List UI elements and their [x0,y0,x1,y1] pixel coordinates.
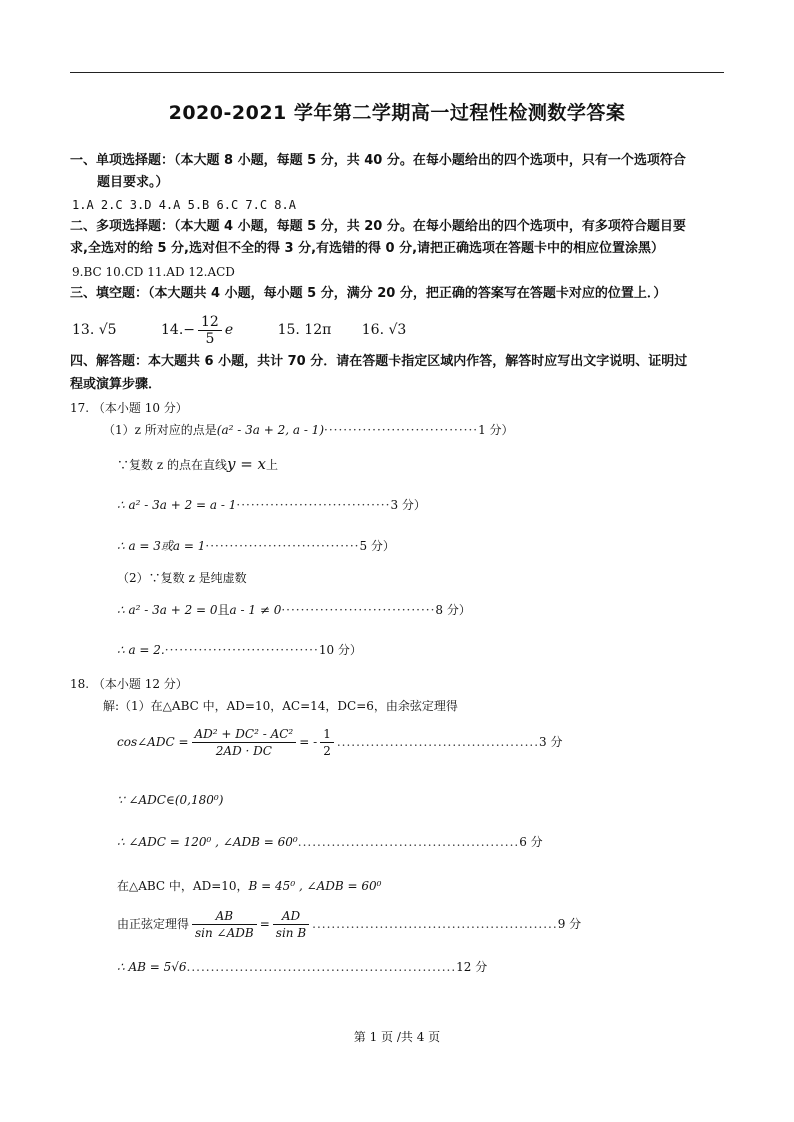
q18-cos-denominator: 2AD · DC [215,744,272,758]
q14-e: e [224,322,234,338]
q18-l4-score: 6 分 [519,835,543,849]
section4-header-line2: 程或演算步骤． [70,377,162,392]
q14-fraction [198,314,222,347]
q14-denominator: 5 [205,330,215,347]
q18-sine-eq: = [259,917,270,931]
q17-l2-math: y = x [226,455,266,473]
page-footer: 第 1 页 /共 4 页 [353,1030,441,1044]
section2-answers: 9.BC 10.CD 11.AD 12.ACD [72,265,235,279]
q18-sine-fraction-left [192,908,257,941]
q17-l1-score: 1 分） [478,423,514,437]
q18-sine-den2: sin B [275,926,307,940]
q17-l6-math2: a - 1 ≠ 0 [229,603,282,617]
q17-l7-dots: ································ [164,643,319,657]
q18-l6-dots: ................................................... [312,917,558,931]
q18-sine-den1: sin ∠ADB [195,926,254,940]
section1-header-line2: 题目要求。） [97,175,169,190]
q17-l1-dots: ································ [324,423,479,437]
q17-line2 [117,455,278,474]
q18-l4-math: ∴ ∠ADC = 120⁰ , ∠ADB = 60⁰ [117,835,298,849]
q18-cos-eq: = - [299,735,318,749]
q18-cos-fraction [192,726,297,759]
q14-label: 14. [161,322,184,338]
q18-sine-line [117,906,581,942]
q18-l7-score: 12 分 [456,960,488,974]
q18-cos-numerator: AD² + DC² - AC² [192,726,297,743]
q18-cos-lhs: cos∠ADC = [117,735,189,749]
q17-line5: （2）∵复数 z 是纯虚数 [117,571,247,585]
q13-label: 13. [72,322,95,338]
q18-line7 [117,958,487,976]
section2-header-line2: 求,全选对的给 5 分,选对但不全的得 3 分,有选错的得 0 分,请把正确选项在答题卡中的相应位置涂黑） [70,241,665,256]
q18-line1: 解:（1）在△ABC 中，AD=10，AC=14，DC=6，由余弦定理得 [103,699,458,713]
q17-l2-prefix: ∵复数 z 的点在直线 [117,458,227,472]
q17-line1 [103,421,514,439]
q18-line4 [117,833,543,851]
q13-value: √5 [98,322,117,338]
q17-l6-dots: ································ [281,603,436,617]
q18-l5-prefix: 在△ABC 中，AD=10， [117,879,249,893]
q18-l7-dots: ........................................................ [186,960,457,974]
q18-sine-fraction-right [273,908,309,941]
q18-l5-math: B = 45⁰ , ∠ADB = 60⁰ [248,879,382,893]
q17-l3-dots: ································ [236,498,391,512]
q18-title: 18. （本小题 12 分） [70,677,188,691]
q18-sine-num1: AB [192,908,257,925]
q17-title: 17. （本小题 10 分） [70,401,188,415]
q15-value: 12π [304,322,332,338]
q17-l2-suffix: 上 [266,458,279,472]
q18-cos-dots: .......................................... [336,735,540,749]
q16-label: 16. [361,322,385,338]
q16-value: √3 [388,322,407,338]
q18-cos-result-den: 2 [323,744,331,758]
q17-l6-math: ∴ a² - 3a + 2 = 0 [117,603,218,617]
q17-line4 [117,537,395,555]
q18-cos-score: 3 分 [539,735,563,749]
q17-l6-mid: 且 [217,603,230,617]
q17-line6 [117,601,471,619]
page-title: 2020-2021 学年第二学期高一过程性检测数学答案 [168,102,626,124]
section1-answers: 1.A 2.C 3.D 4.A 5.B 6.C 7.C 8.A [72,198,296,212]
q18-l7-math: ∴ AB = 5√6 [117,960,187,974]
section3-answers [72,310,406,350]
q17-line3 [117,496,426,514]
q17-l7-score: 10 分） [318,643,362,657]
q17-l1-prefix: （1）z 所对应的点是 [103,423,217,437]
q18-cos-line [117,724,563,760]
q17-l1-math: (a² - 3a + 2, a - 1) [216,423,325,437]
q17-l6-score: 8 分） [435,603,471,617]
top-rule [70,72,724,73]
q18-l3-math: ∵ ∠ADC∈(0,180⁰) [117,793,224,807]
q17-line7 [117,641,362,659]
q18-l4-dots: .............................................. [297,835,520,849]
q17-l4-score: 5 分） [359,539,395,553]
q17-l3-score: 3 分） [390,498,426,512]
section1-header-line1: 一、单项选择题：（本大题 8 小题，每题 5 分，共 40 分。在每小题给出的四个选项中，只有一个选项符合 [70,153,686,168]
q18-cos-result [320,726,334,759]
q15-label: 15. [277,322,300,338]
section4-header-line1: 四、解答题：本大题共 6 小题，共计 70 分．请在答题卡指定区域内作答，解答时应写出文字说明、证明过 [70,354,688,369]
section3-header: 三、填空题：（本大题共 4 小题，每小题 5 分，满分 20 分，把正确的答案写在答题卡对应的位置上．） [70,286,667,301]
q17-l7-math: ∴ a = 2. [117,643,165,657]
q18-sine-num2: AD [273,908,309,925]
q18-line3 [117,791,223,809]
q18-line5 [117,877,382,895]
section2-header-line1: 二、多项选择题：（本大题 4 小题，每题 5 分，共 20 分。在每小题给出的四个选项中，有多项符合题目要 [70,219,686,234]
q18-l6-prefix: 由正弦定理得 [117,917,190,931]
q14-numerator: 12 [198,314,222,331]
q17-l4-dots: ································ [205,539,360,553]
q18-cos-result-num: 1 [320,726,334,743]
q17-l4-math: ∴ a = 3或a = 1 [117,539,206,553]
q17-l3-math: ∴ a² - 3a + 2 = a - 1 [117,498,237,512]
q14-sign: − [183,322,195,338]
q18-l6-score: 9 分 [557,917,582,931]
